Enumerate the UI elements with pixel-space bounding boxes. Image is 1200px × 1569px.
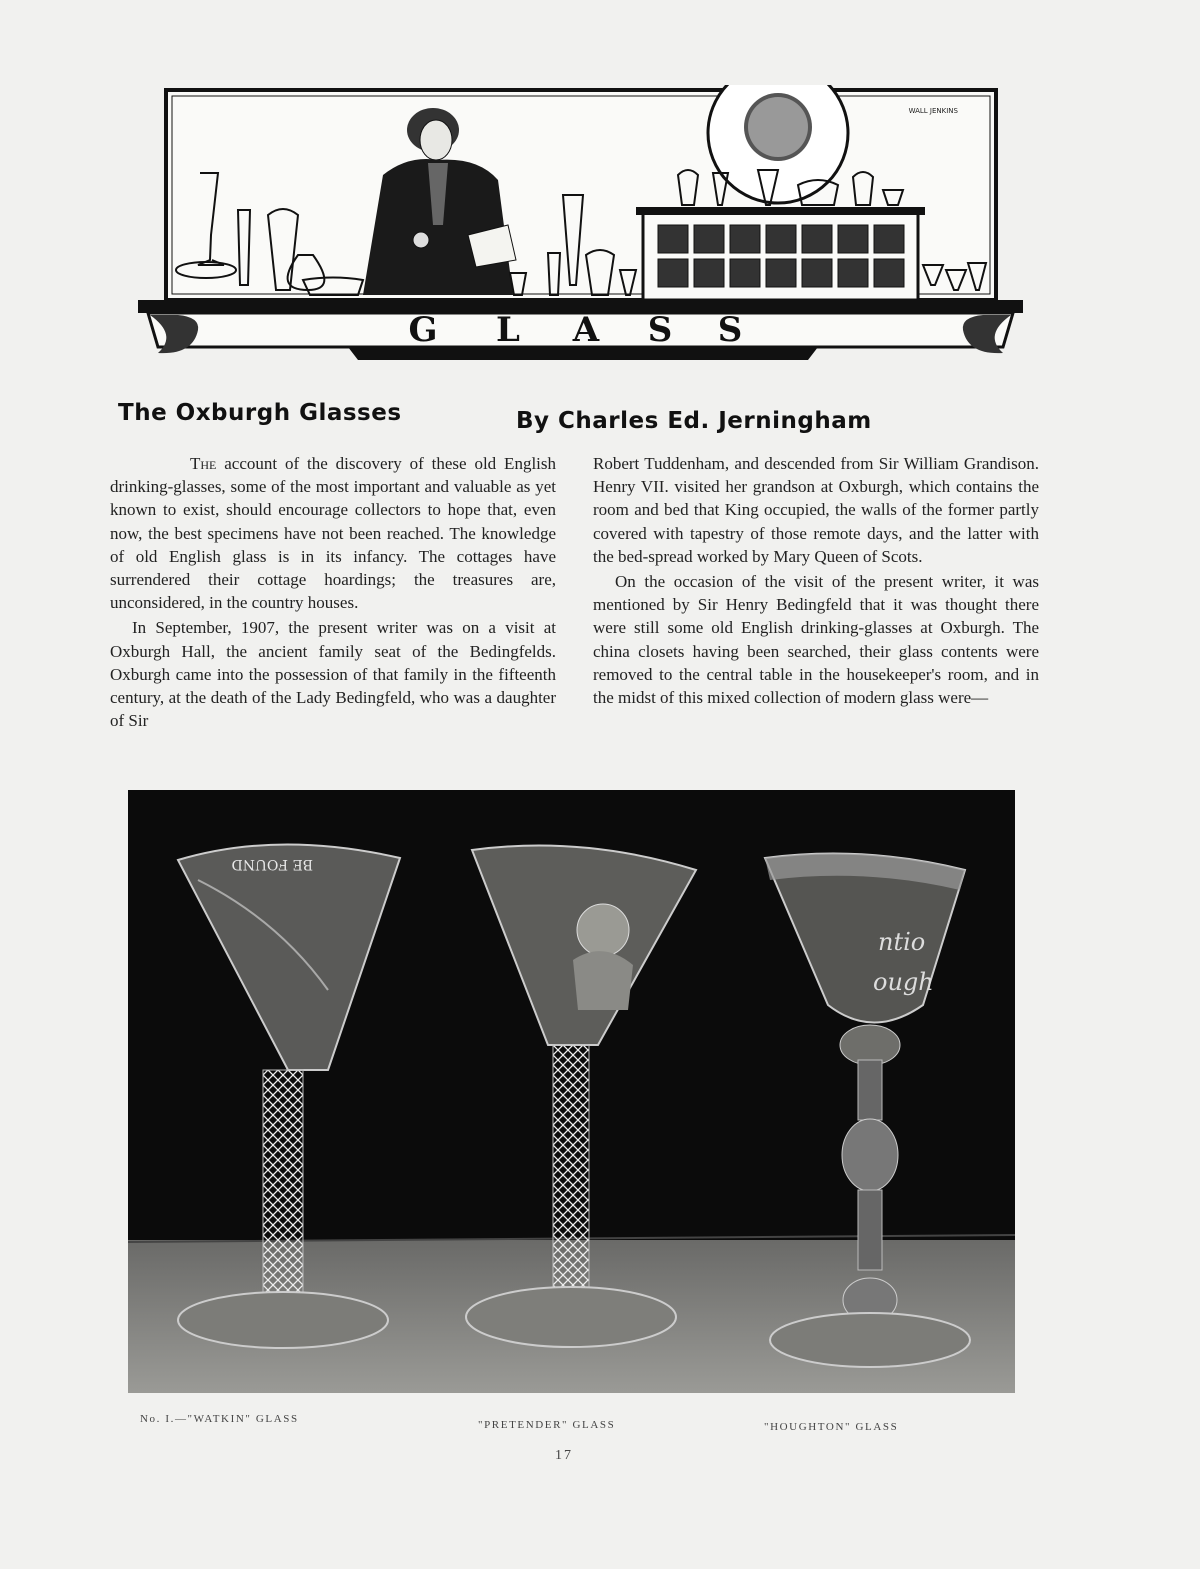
banner-letter-g: G (408, 310, 438, 350)
glass-banner-illustration (138, 85, 1023, 365)
caption-watkin-glass: No. I.—"WATKIN" GLASS (140, 1413, 299, 1425)
banner-letter-s: S (647, 310, 673, 350)
engraved-inscription-line-1: ntio (878, 928, 926, 956)
drop-lead: The (190, 454, 217, 473)
paragraph (110, 452, 556, 614)
page-number: 17 (555, 1448, 573, 1463)
banner-letter-l: L (496, 310, 520, 350)
caption-houghton-glass: "HOUGHTON" GLASS (764, 1421, 899, 1433)
artist-signature: WALL JENKINS (908, 107, 958, 115)
article-byline: By Charles Ed. Jerningham (516, 408, 872, 434)
glasses-photograph (128, 790, 1015, 1393)
text-column-left (110, 452, 556, 734)
paragraph-text: account of the discovery of these old English drinking-glasses, some of the most important and valuable as yet known to exist, should encourage collectors to hope that, even now, the best specimens have not been reached. The knowledge of old English glass is in its infancy. The cottages have surrendered their cottage hoardings; the treasures are, unconsidered, in the country houses. (110, 454, 556, 613)
banner-letter-s-2: S (717, 310, 743, 350)
paragraph: Robert Tuddenham, and descended from Sir William Grandison. Henry VII. visited her grandson at Oxburgh, which contains the room and bed that King occupied, the walls of the former partly covered with tapestry of those remote days, and the latter with the bed-spread worked by Mary Queen of Scots. (593, 454, 1039, 566)
engraved-inscription-line-2: ough (873, 968, 934, 996)
banner-letter-a: A (572, 310, 600, 350)
paragraph: In September, 1907, the present writer was on a visit at Oxburgh Hall, the ancient family seat of the Bedingfelds. Oxburgh came into the possession of that family in the fifteenth century, at the death of the Lady Bedingfeld, who was a daughter of Sir (110, 618, 556, 731)
caption-pretender-glass: "PRETENDER" GLASS (478, 1419, 616, 1431)
paragraph: On the occasion of the visit of the present writer, it was mentioned by Sir Henry Bedingfeld that it was thought there were still some old English drinking-glasses at Oxburgh. The china closets having been searched, their glass contents were removed to the central table in the housekeeper's room, and in the midst of this mixed collection of modern glass were— (593, 572, 1039, 708)
engraved-inscription: BE FOUND (231, 856, 313, 872)
text-column-right (593, 452, 1039, 711)
article-title: The Oxburgh Glasses (118, 400, 402, 426)
